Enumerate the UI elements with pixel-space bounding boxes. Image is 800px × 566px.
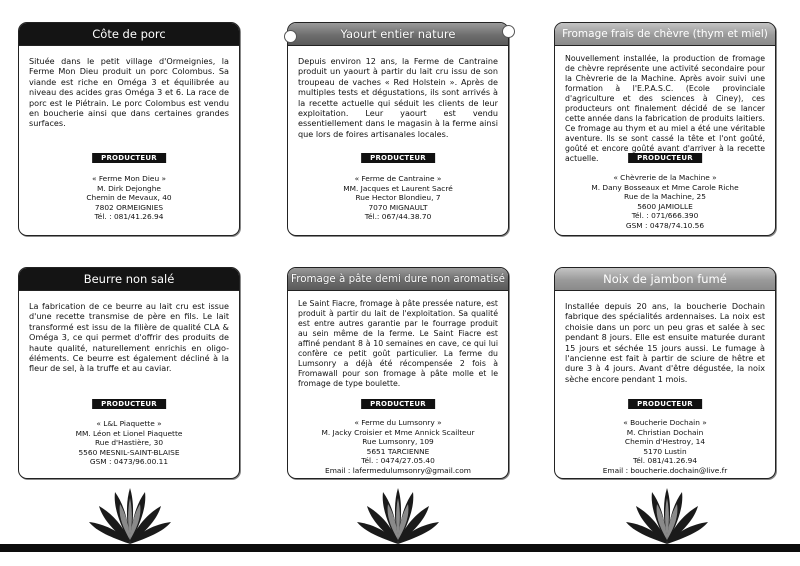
producer-phone: Tél. : 071/666.390 <box>631 211 699 221</box>
product-card-yaourt <box>287 22 509 236</box>
card-description: Nouvellement installée, la production de fromage de chèvre représente une activité secondaire pour la Chèvrerie de la Machine. Après avoir suivi une formation à l'E.P.A.S.C. (Ecole provinciale d'agriculture et des sciences à Ciney), ces producteurs ont finalement décidé de se lancer cette année dans la fabrication de produits laitiers. Ce fromage au thym et au miel a été une véritable aventure. Ils se sont cassé la tête et l'ont goûté, goûté et encore goûté avant d'arriver à la recette actuelle. <box>565 54 765 163</box>
producer-mobile: GSM : 0478/74.10.56 <box>625 220 705 230</box>
producer-badge: PRODUCTEUR <box>92 153 166 163</box>
producer-street: Rue de la Machine, 25 <box>624 192 706 202</box>
producer-name: M. Christian Dochain <box>626 427 704 437</box>
decorative-plant-icon <box>353 484 443 546</box>
producer-badge: PRODUCTEUR <box>628 399 702 409</box>
product-card-fromage-demi-dure <box>287 267 509 479</box>
producer-street: Chemin d'Hestroy, 14 <box>624 437 706 447</box>
producer-city: 5170 Lustin <box>643 446 687 456</box>
producer-farm: « Boucherie Dochain » <box>623 418 707 427</box>
card-description: Depuis environ 12 ans, la Ferme de Cantraine produit un yaourt à partir du lait cru issu de son troupeau de vaches « Red Holstein ». Après de multiples tests et dégustations, ils sont arrivés à la recette actuelle qui séduit les clients de leur exploitation. Leur yaourt est vendu essentiellement dans le magasin à la ferme ainsi que lors de foires artisanales locales. <box>298 56 498 139</box>
producer-farm: « Ferme du Lumsonry » <box>354 418 442 427</box>
producer-badge: PRODUCTEUR <box>628 153 702 163</box>
product-card-beurre <box>18 267 240 479</box>
card-description: La fabrication de ce beurre au lait cru est issue d'une recette transmise de père en fils. Le lait transformé est issu de la filière de qualité CLA & Oméga 3, ce qui permet d'offrir des produits de haute qualité, naturellement enrichis en oligo-éléments. Ce beurre est également décliné à la fleur de sel, à la truffe et au caviar. <box>29 301 229 374</box>
producer-phone: Tél. : 0474/27.05.40 <box>361 456 435 466</box>
card-description: Installée depuis 20 ans, la boucherie Dochain fabrique des spécialités ardennaises. La noix est choisie dans un porc un peu gras et salée à sec pendant 8 jours. Elle est ensuite maturée durant 15 jours et séchée 15 jours aussi. Le fumage à l'ancienne est fait à partir de sciure de hêtre et dure 3 à 4 jours. Avant d'être dégustée, la noix sèche encore pendant 1 mois. <box>565 301 765 384</box>
hole-punch-right <box>502 25 515 38</box>
producer-contact <box>288 418 508 476</box>
card-title: Fromage à pâte demi dure non aromatisé <box>288 268 508 291</box>
producer-mobile: GSM : 0473/96.00.11 <box>89 457 169 467</box>
producer-contact <box>19 419 239 467</box>
producer-name: M. Dirk Dejonghe <box>97 183 161 193</box>
card-description: Située dans le petit village d'Ormeignies, la Ferme Mon Dieu produit un porc Colombus. Sa viande est riche en Oméga 3 et équilibrée au niveau des acides gras Oméga 3 et 6. La race de porc est le Piétrain. Le porc Colombus est vendu en boucherie ainsi que dans certaines grandes surfaces. <box>29 56 229 129</box>
producer-street: Rue d'Hastière, 30 <box>94 438 164 448</box>
producer-badge: PRODUCTEUR <box>92 399 166 409</box>
producer-city: 7070 MIGNAULT <box>368 202 428 212</box>
producer-phone: Tél.: 067/44.38.70 <box>364 212 432 222</box>
producer-city: 5651 TARCIENNE <box>366 446 430 456</box>
product-card-noix-jambon <box>554 267 776 479</box>
producer-street: Rue Hector Blondieu, 7 <box>355 193 441 203</box>
decorative-plant-icon <box>85 484 175 546</box>
producer-name: M. Dany Bosseaux et Mme Carole Riche <box>591 182 739 192</box>
producer-email: Email : boucherie.dochain@live.fr <box>602 465 728 475</box>
product-card-fromage-chevre <box>554 22 776 236</box>
card-title: Fromage frais de chèvre (thym et miel) <box>555 23 775 46</box>
card-title: Côte de porc <box>19 23 239 46</box>
producer-name: MM. Jacques et Laurent Sacré <box>343 183 453 193</box>
producer-badge: PRODUCTEUR <box>361 399 435 409</box>
producer-email: Email : lafermedulumsonry@gmail.com <box>325 465 471 475</box>
card-description: Le Saint Fiacre, fromage à pâte pressée nature, est produit à partir du lait de l'exploitation. Sa qualité est entre autres garantie par le fourrage produit au sein même de la ferme. Le Saint Fiacre est affiné pendant 8 à 10 semaines en cave, ce qui lui confère ce petit goût particulier. La ferme du Lumsonry a déjà été récompensée 2 fois à Fromawall pour son fromage à pâte molle et le fromage de type boulette. <box>298 299 498 388</box>
producer-phone: Tél. : 081/41.26.94 <box>94 212 164 222</box>
card-title: Yaourt entier nature <box>288 23 508 46</box>
product-card-cote-de-porc <box>18 22 240 236</box>
producer-contact <box>19 174 239 222</box>
card-title: Beurre non salé <box>19 268 239 291</box>
producer-contact <box>555 173 775 231</box>
bottom-rule <box>0 544 800 552</box>
producer-city: 5560 MESNIL-SAINT-BLAISE <box>78 447 180 457</box>
producer-farm: « Chèvrerie de la Machine » <box>613 173 717 182</box>
producer-street: Rue Lumsonry, 109 <box>362 437 434 447</box>
producer-name: M. Jacky Croisier et Mme Annick Scailteur <box>321 427 475 437</box>
producer-badge: PRODUCTEUR <box>361 153 435 163</box>
producer-farm: « Ferme Mon Dieu » <box>91 174 167 183</box>
producer-phone: Tél. 081/41.26.94 <box>632 456 698 466</box>
card-title: Noix de jambon fumé <box>555 268 775 291</box>
producer-contact <box>555 418 775 476</box>
producer-city: 5600 JAMIOLLE <box>637 201 693 211</box>
producer-city: 7802 ORMEIGNIES <box>94 202 164 212</box>
producer-farm: « Ferme de Cantraine » <box>354 174 442 183</box>
decorative-plant-icon <box>622 484 712 546</box>
hole-punch-left <box>284 30 297 43</box>
producer-name: MM. Léon et Lionel Piaquette <box>75 428 183 438</box>
producer-farm: « L&L Piaquette » <box>96 419 162 428</box>
producer-contact <box>288 174 508 222</box>
producer-street: Chemin de Mevaux, 40 <box>86 193 172 203</box>
